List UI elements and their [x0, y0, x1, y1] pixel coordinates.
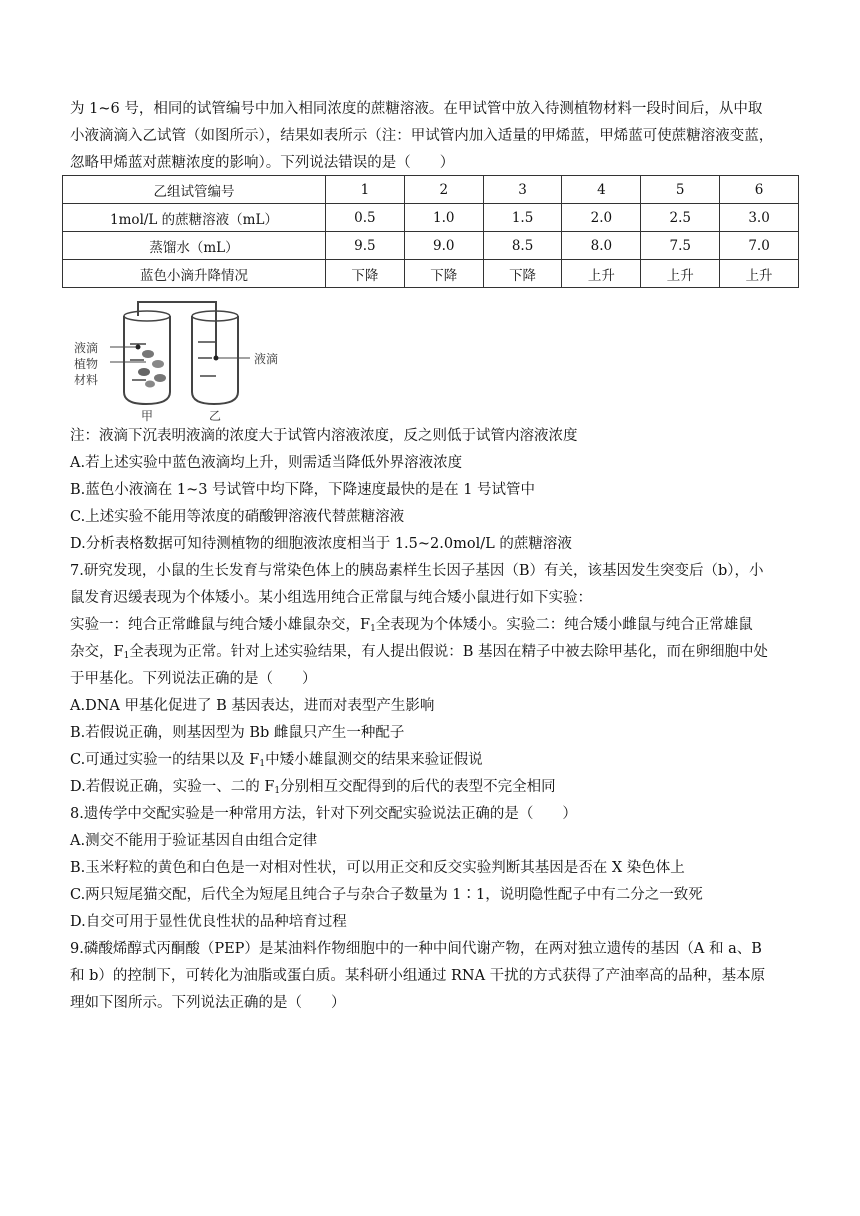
table-cell: 4 [562, 176, 641, 204]
table-cell: 7.5 [641, 232, 720, 260]
table-cell: 9.5 [326, 232, 405, 260]
plant-material-blob [142, 350, 154, 358]
q6-option-b[interactable]: B.蓝色小液滴在 1~3 号试管中均下降，下降速度最快的是在 1 号试管中 [70, 482, 536, 498]
table-cell: 9.0 [404, 232, 483, 260]
q7-option-a[interactable]: A.DNA 甲基化促进了 B 基因表达，进而对表型产生影响 [70, 698, 435, 714]
table-cell: 3.0 [720, 204, 799, 232]
q6-note: 注：液滴下沉表明液滴的浓度大于试管内溶液浓度，反之则低于试管内溶液浓度 [70, 428, 578, 444]
q9-stem-line-1: 9.磷酸烯醇式丙酮酸（PEP）是某油料作物细胞中的一种中间代谢产物，在两对独立遗传的基因（A 和 a、B [70, 941, 762, 957]
connecting-tube [138, 302, 216, 356]
table-row-label: 乙组试管编号 [63, 176, 326, 204]
label-droplet-right: 液滴 [254, 352, 279, 366]
intro-line-3: 忽略甲烯蓝对蔗糖浓度的影响）。下列说法错误的是（ ） [70, 155, 455, 171]
table-row [63, 260, 799, 288]
table-cell: 5 [641, 176, 720, 204]
label-material: 材料 [74, 373, 99, 387]
table-cell: 3 [483, 176, 562, 204]
label-yi: 乙 [209, 409, 222, 422]
table-cell: 下降 [483, 260, 562, 288]
table-cell: 下降 [404, 260, 483, 288]
table-row-label: 蓝色小滴升降情况 [63, 260, 326, 288]
q9-stem-line-2: 和 b）的控制下，可转化为油脂或蛋白质。某科研小组通过 RNA 干扰的方式获得了产油率高的品种，基本原 [70, 968, 766, 984]
q7-stem-line-1: 7.研究发现，小鼠的生长发育与常染色体上的胰岛素样生长因子基因（B）有关，该基因发生突变后（b），小 [70, 563, 764, 579]
table-cell: 2.0 [562, 204, 641, 232]
q7-option-c[interactable]: C.可通过实验一的结果以及 $F_1$中矮小雄鼠测交的结果来验证假说 [70, 752, 483, 769]
table-row [63, 204, 799, 232]
q7-option-d[interactable]: D.若假说正确，实验一、二的 $F_1$分别相互交配得到的后代的表型不完全相同 [70, 779, 556, 796]
sucrose-table [62, 175, 799, 288]
table-row [63, 232, 799, 260]
table-cell: 2 [404, 176, 483, 204]
table-cell: 8.0 [562, 232, 641, 260]
table-row [63, 176, 799, 204]
table-row-label: 1mol/L 的蔗糖溶液（mL） [63, 204, 326, 232]
table-cell: 1.0 [404, 204, 483, 232]
table-cell: 下降 [326, 260, 405, 288]
table-cell: 上升 [562, 260, 641, 288]
plant-material-blob [152, 360, 164, 368]
q6-option-d[interactable]: D.分析表格数据可知待测植物的细胞液浓度相当于 1.5~2.0mol/L 的蔗糖溶液 [70, 536, 572, 552]
q8-option-c[interactable]: C.两只短尾猫交配，后代全为短尾且纯合子与杂合子数量为 1∶1，说明隐性配子中有二分之一致死 [70, 887, 703, 903]
q7-stem-line-3: 实验一：纯合正常雌鼠与纯合矮小雄鼠杂交，$F_1$全表现为个体矮小。实验二：纯合矮小雌鼠与纯合正常雄鼠 [70, 617, 753, 634]
label-droplet-left: 液滴 [74, 341, 99, 355]
table-cell: 1 [326, 176, 405, 204]
q7-stem-line-2: 鼠发育迟缓表现为个体矮小。某小组选用纯合正常鼠与纯合矮小鼠进行如下实验： [70, 590, 592, 606]
test-tube-diagram [66, 292, 306, 422]
intro-line-1: 为 1~6 号，相同的试管编号中加入相同浓度的蔗糖溶液。在甲试管中放入待测植物材料一段时间后，从中取 [70, 101, 763, 117]
q8-stem: 8.遗传学中交配实验是一种常用方法，针对下列交配实验说法正确的是（ ） [70, 806, 577, 822]
q6-option-a[interactable]: A.若上述实验中蓝色液滴均上升，则需适当降低外界溶液浓度 [70, 455, 463, 471]
q7-stem-line-5: 于甲基化。下列说法正确的是（ ） [70, 671, 317, 687]
plant-material-blob [145, 381, 155, 388]
plant-material-blob [154, 374, 166, 382]
table-cell: 上升 [720, 260, 799, 288]
table-cell: 8.5 [483, 232, 562, 260]
table-cell: 1.5 [483, 204, 562, 232]
label-plant: 植物 [74, 357, 99, 371]
q8-option-a[interactable]: A.测交不能用于验证基因自由组合定律 [70, 833, 318, 849]
q9-stem-line-3: 理如下图所示。下列说法正确的是（ ） [70, 995, 346, 1011]
q8-option-b[interactable]: B.玉米籽粒的黄色和白色是一对相对性状，可以用正交和反交实验判断其基因是否在 X 染色体上 [70, 860, 685, 876]
droplet-dot [214, 356, 219, 361]
plant-material-blob [138, 368, 150, 376]
table-cell: 2.5 [641, 204, 720, 232]
q8-option-d[interactable]: D.自交可用于显性优良性状的品种培育过程 [70, 914, 347, 930]
q6-option-c[interactable]: C.上述实验不能用等浓度的硝酸钾溶液代替蔗糖溶液 [70, 509, 405, 525]
droplet-dot [136, 345, 141, 350]
table-cell: 6 [720, 176, 799, 204]
q7-stem-line-4: 杂交，$F_1$全表现为正常。针对上述实验结果，有人提出假说：B 基因在精子中被去除甲基化，而在卵细胞中处 [70, 644, 769, 661]
table-cell: 上升 [641, 260, 720, 288]
table-cell: 0.5 [326, 204, 405, 232]
q7-option-b[interactable]: B.若假说正确，则基因型为 Bb 雌鼠只产生一种配子 [70, 725, 405, 741]
table-cell: 7.0 [720, 232, 799, 260]
label-jia: 甲 [141, 409, 154, 422]
table-row-label: 蒸馏水（mL） [63, 232, 326, 260]
intro-line-2: 小液滴滴入乙试管（如图所示），结果如表所示（注：甲试管内加入适量的甲烯蓝，甲烯蓝可使蔗糖溶液变蓝， [70, 128, 774, 144]
